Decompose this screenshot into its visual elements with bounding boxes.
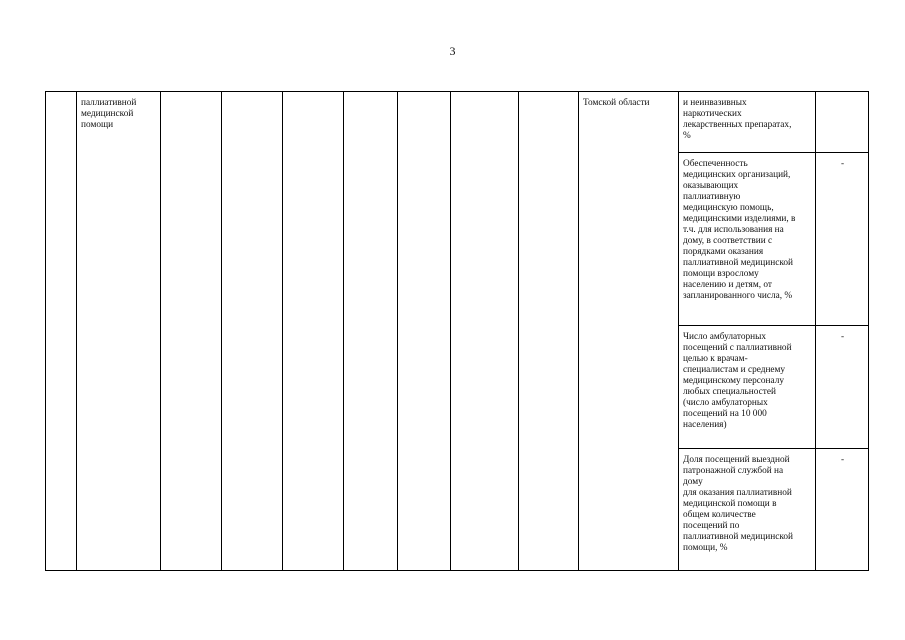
indicator-text: Обеспеченность медицинских организаций, оказывающих паллиативную медицинскую помощь, медицинскими изделиями, в т.ч. для использования на дому, в соответствии с порядками оказания паллиативной медицинской помощи взрослому населению и детям, от запланированного числа, %	[683, 159, 796, 301]
page-number: 3	[449, 44, 456, 58]
table-cell-empty	[451, 92, 519, 571]
indicator-cell	[679, 326, 816, 449]
indicator-cell	[679, 153, 816, 326]
indicator-cell	[679, 92, 816, 153]
table-cell-empty	[222, 92, 283, 571]
region-cell: Томской области	[579, 92, 679, 571]
indicator-value: -	[816, 449, 869, 571]
document-table	[45, 91, 869, 571]
indicator-cell	[679, 449, 816, 571]
table-cell-number	[46, 92, 77, 571]
indicator-text: Число амбулаторных посещений с паллиативной целью к врачам- специалистам и среднему медицинскому персоналу любых специальностей (число амбулаторных посещений на 10 000 населения)	[683, 332, 792, 430]
indicator-value: -	[816, 153, 869, 326]
table-cell-empty	[161, 92, 222, 571]
indicator-value: -	[816, 326, 869, 449]
indicator-text: и неинвазивных наркотических лекарственных препаратах, %	[683, 98, 792, 141]
table-cell-empty	[398, 92, 451, 571]
table-cell-empty	[344, 92, 398, 571]
row-label: паллиативной медицинской помощи	[77, 92, 161, 571]
table-cell-empty	[283, 92, 344, 571]
indicator-value	[816, 92, 869, 153]
indicator-text: Доля посещений выездной патронажной службой на дому для оказания паллиативной медицинской помощи в общем количестве посещений по паллиативной медицинской помощи, %	[683, 455, 793, 553]
table-cell-empty	[519, 92, 579, 571]
